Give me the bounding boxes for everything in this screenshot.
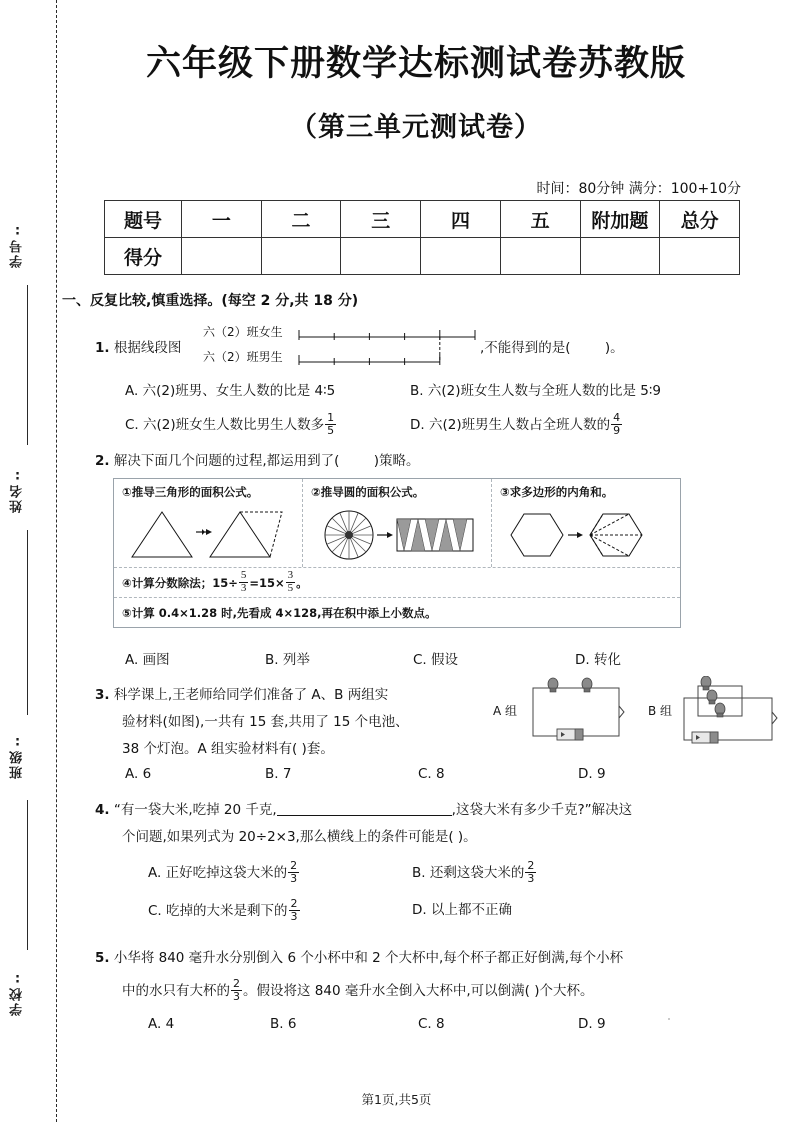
fraction: $\frac{1}{5}$ [327,411,335,437]
option-key: C. [418,1016,432,1032]
score-header-1: 一 [182,201,262,238]
strategy-cell-1 [114,479,303,567]
fraction: $\frac{5}{3}$ [240,569,247,594]
question-4-option-a[interactable] [148,860,300,885]
fraction: $\frac{2}{3}$ [233,977,240,1003]
question-2-number: 2. [95,453,110,469]
question-1-stem-suffix [480,335,624,361]
option-text: 以上都不正确 [430,902,512,918]
score-header-3: 三 [341,201,421,238]
score-header-4: 四 [421,201,501,238]
score-header-7: 总分 [660,201,740,238]
option-key: D. [578,1016,593,1032]
fraction: $\frac{2}{3}$ [290,859,298,885]
bulb-icon [715,703,725,717]
question-5-text-1: 小华将 840 毫升水分别倒入 6 个小杯中和 2 个大杯中,每个杯子都正好倒满,每个小杯 [113,950,624,966]
fraction: $\frac{3}{5}$ [287,569,294,594]
strategy-row-4-prefix: ④计算分数除法；15÷ [122,575,238,590]
seal-label-student-number: 学号: [10,221,25,269]
question-1-option-b[interactable] [410,379,661,399]
option-text: 9 [596,1016,606,1032]
seal-label-class: 班级: [10,732,25,780]
question-4-text-pre: “有一袋大米,吃掉 20 千克, [113,802,277,818]
fraction: $\frac{2}{3}$ [290,897,298,923]
option-key: B. [410,383,424,399]
strategy-row-5-text: ⑤计算 0.4×1.28 时,先看成 4×128,再在积中添上小数点。 [122,605,437,620]
strategy-cell-1-label: ①推导三角形的面积公式。 [122,485,259,499]
question-1-suffix-text: ,不能得到的是( [480,340,571,356]
option-text: 6 [287,1016,297,1032]
question-4-text-2: 个问题,如果列式为 20÷2×3,那么横线上的条件可能是( )。 [122,829,477,845]
option-key: A. [148,864,162,881]
option-key: B. [265,766,279,782]
question-2-option-c[interactable] [413,648,458,668]
strategy-box-top-row [114,479,680,567]
option-text: 吃掉的大米是剩下的 [166,902,288,919]
question-3-option-b[interactable] [265,766,291,782]
question-1-option-a[interactable] [125,379,335,399]
question-5-option-b[interactable] [270,1016,296,1032]
score-header-6: 附加题 [580,201,660,238]
question-4-option-b[interactable] [412,860,537,885]
strategy-cell-3-label: ③求多边形的内角和。 [500,485,614,499]
segment-label-boys: 六（2）班男生 [203,350,283,364]
question-4-line-1 [95,797,632,823]
exam-meta: 时间：80分钟 满分：100+10分 [536,181,741,197]
option-text: 8 [436,1016,445,1032]
circuit-diagram-group-b [678,676,788,754]
scan-speck [668,1018,670,1020]
question-1-stem [95,335,181,361]
strategy-row-5 [114,597,680,627]
score-cell-4[interactable] [421,238,501,275]
question-1-option-d[interactable] [410,412,623,437]
option-text: 转化 [593,652,621,668]
score-cell-5[interactable] [500,238,580,275]
strategy-row-4-mid: =15× [249,575,285,590]
question-5-number: 5. [95,950,110,966]
option-key: A. [125,652,139,668]
option-text: 列举 [282,652,310,668]
line-segment-diagram [297,322,487,372]
strategy-row-4 [114,567,680,597]
option-text: 7 [282,766,292,782]
score-row-label: 得分 [105,238,182,275]
seal-label-student-name: 姓名: [10,466,25,514]
battery-icon [692,732,718,743]
seal-dashed-line [56,0,57,1122]
question-2-option-d[interactable] [575,648,621,668]
question-2-answer-blank[interactable] [344,453,370,469]
fraction: $\frac{4}{9}$ [613,411,621,437]
question-5-line-2 [122,978,593,1004]
circle-to-rectangle-icon [311,502,491,564]
score-header-0: 题号 [105,201,182,238]
strategy-row-4-suffix: 。 [296,575,308,590]
question-3-text-2: 验材料(如图),一共有 15 套,共用了 15 个电池、 [122,714,409,730]
option-text: 画图 [142,652,170,668]
question-2-stem-text: 解决下面几个问题的过程,都运用到了( [113,453,340,469]
question-5-text-post: 。假设将这 840 毫升水全倒入大杯中,可以倒满( )个大杯。 [243,983,594,999]
seal-rule-1 [27,285,28,445]
option-key: B. [412,864,426,881]
option-key: D. [578,766,593,782]
question-5-option-c[interactable] [418,1016,445,1032]
option-key: A. [148,1016,162,1032]
question-1-answer-blank[interactable] [575,340,601,356]
option-text: 六(2)班男、女生人数的比是 4∶5 [142,383,336,399]
option-key: D. [412,902,427,918]
seal-rule-2 [27,530,28,715]
question-3-text-3: 38 个灯泡。A 组实验材料有( )套。 [122,741,334,757]
option-key: A. [125,383,139,399]
option-key: C. [148,902,162,919]
score-header-5: 五 [500,201,580,238]
strategy-examples-box [113,478,681,628]
option-key: C. [413,652,427,668]
strategy-cell-2 [303,479,492,567]
question-3-text-1: 科学课上,王老师给同学们准备了 A、B 两组实 [113,687,389,703]
question-2-option-b[interactable] [265,648,310,668]
question-1-tail-text: )。 [604,340,624,356]
question-3-option-c[interactable] [418,766,445,782]
question-4-option-d[interactable] [412,898,512,918]
question-4-fill-blank[interactable] [277,802,452,816]
page-subtitle: （第三单元测试卷） [290,112,542,143]
battery-icon [557,729,583,740]
option-text: 4 [165,1016,175,1032]
option-key: A. [125,766,139,782]
question-3-line-1 [95,682,388,708]
option-text: 六(2)班女生人数比男生人数多 [143,416,325,433]
seal-rule-3 [27,800,28,950]
score-header-2: 二 [261,201,341,238]
option-key: B. [265,652,279,668]
question-4-number: 4. [95,802,110,818]
circuit-label-group-b: B 组 [648,704,673,718]
question-5-option-a[interactable] [148,1016,174,1032]
strategy-cell-2-label: ②推导圆的面积公式。 [311,485,425,499]
question-5-line-1 [95,945,623,971]
fraction: $\frac{2}{3}$ [527,859,535,885]
option-key: D. [410,416,425,433]
option-text: 六(2)班女生人数与全班人数的比是 5∶9 [427,383,661,399]
score-table [104,200,740,275]
question-1-option-c[interactable] [125,412,337,437]
strategy-cell-3 [492,479,680,567]
hexagon-to-triangles-icon [500,502,675,564]
question-1-number: 1. [95,340,110,356]
option-key: B. [270,1016,284,1032]
bulb-icon [707,690,717,704]
question-1-stem-prefix: 根据线段图 [113,340,182,356]
table-row-scores [105,238,740,275]
bulb-icon [701,676,711,690]
question-2-stem [95,448,420,474]
option-text: 六(2)班男生人数占全班人数的 [428,416,611,433]
question-3-option-a[interactable] [125,766,151,782]
score-cell-1[interactable] [182,238,262,275]
question-4-option-c[interactable] [148,898,301,923]
question-3-line-3 [122,736,334,762]
question-3-number: 3. [95,687,110,703]
question-4-text-post: ,这袋大米有多少千克?”解决这 [451,802,633,818]
option-key: D. [575,652,590,668]
section-heading-one: 一、反复比较,慎重选择。(每空 2 分,共 18 分) [62,293,359,309]
question-2-stem-tail: )策略。 [373,453,420,469]
option-text: 8 [436,766,445,782]
question-2-option-a[interactable] [125,648,170,668]
score-cell-2[interactable] [261,238,341,275]
option-text: 6 [142,766,152,782]
triangle-to-parallelogram-icon [122,502,297,564]
question-3-line-2 [122,709,409,735]
segment-label-girls: 六（2）班女生 [203,325,283,339]
bulb-icon [548,678,558,692]
page-title: 六年级下册数学达标测试卷苏教版 [145,44,686,84]
option-text: 9 [596,766,606,782]
option-text: 还剩这袋大米的 [429,864,525,881]
seal-label-school: 学校: [10,969,25,1017]
option-text: 正好吃掉这袋大米的 [165,864,288,881]
option-key: C. [125,416,139,433]
option-key: C. [418,766,432,782]
question-4-line-2 [122,824,477,850]
score-cell-6[interactable] [580,238,660,275]
page-footer: 第1页,共5页 [361,1092,432,1107]
question-5-text-pre: 中的水只有大杯的 [122,983,230,999]
score-cell-7[interactable] [660,238,740,275]
question-3-option-d[interactable] [578,766,606,782]
score-cell-3[interactable] [341,238,421,275]
bulb-icon [582,678,592,692]
question-5-option-d[interactable] [578,1016,606,1032]
option-text: 假设 [431,652,459,668]
table-row-headers [105,201,740,238]
circuit-label-group-a: A 组 [493,704,518,718]
circuit-diagram-group-a [525,676,635,754]
